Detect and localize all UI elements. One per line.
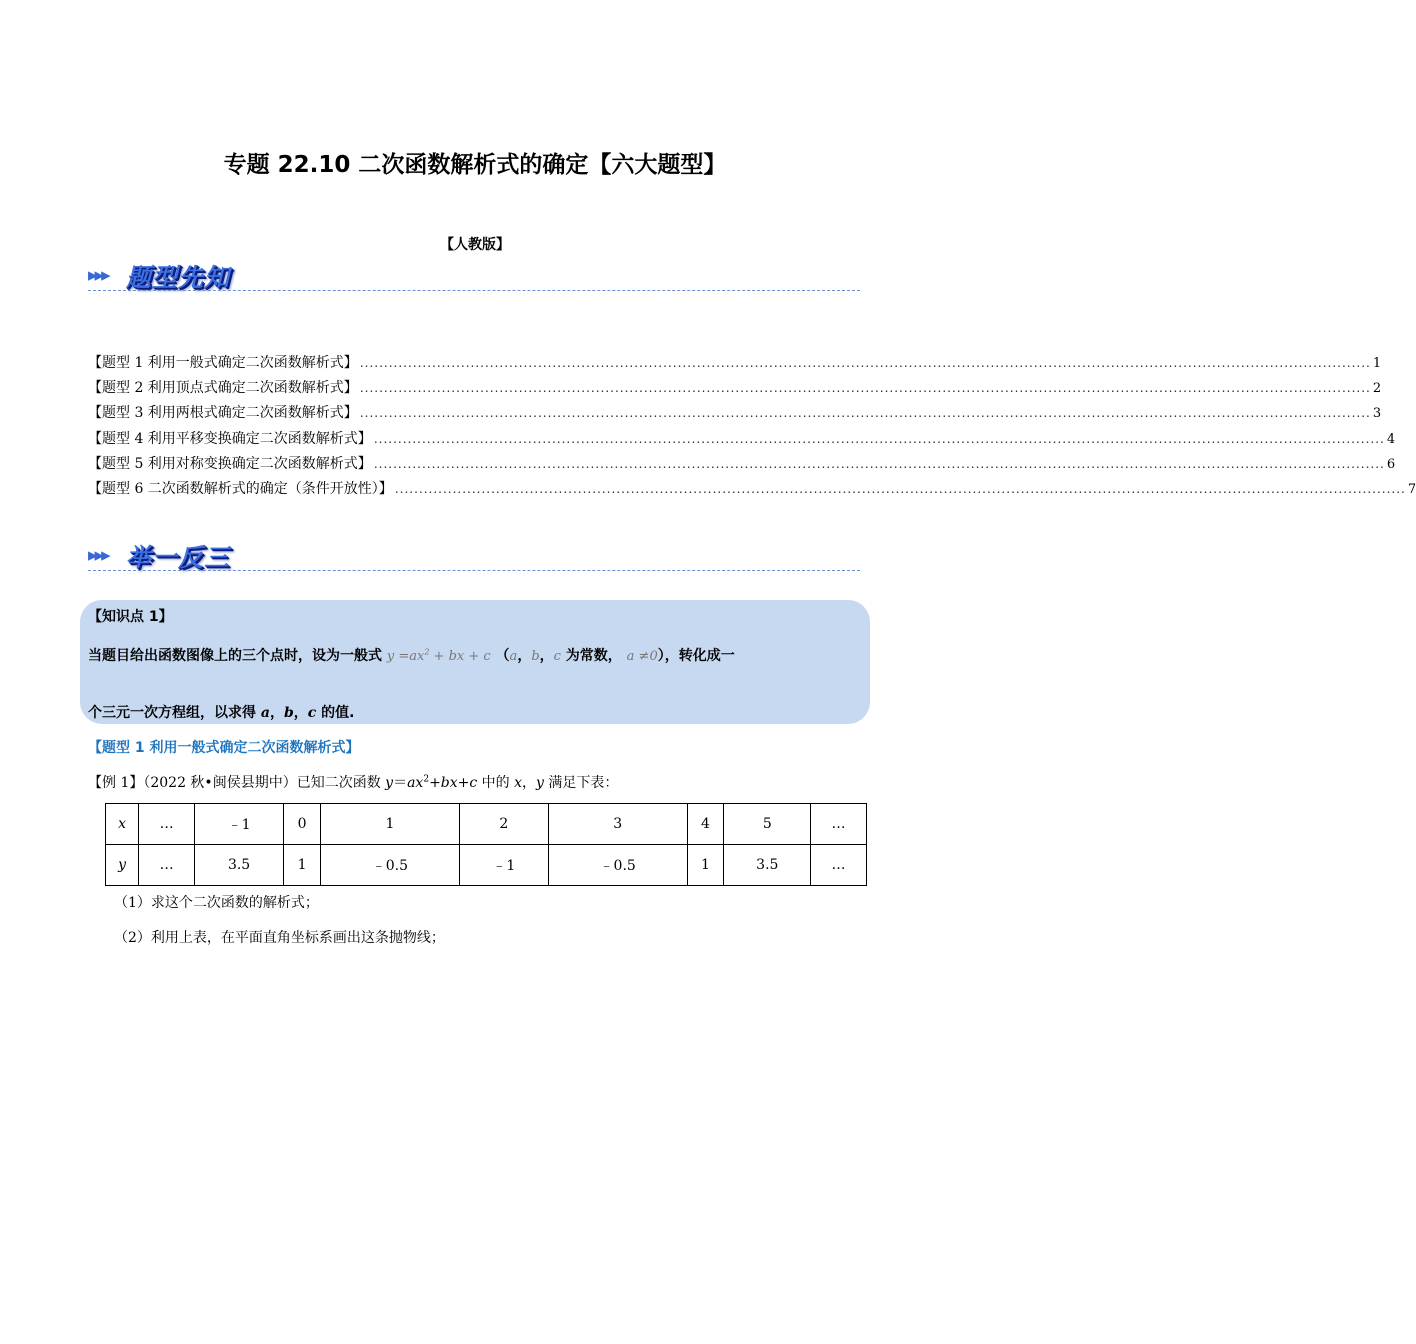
section-banner-practice bbox=[88, 538, 860, 574]
table-cell: ﹣0.5 bbox=[321, 845, 460, 886]
toc-leader-dots: .................................................................................................................................................................................................................. bbox=[359, 406, 1371, 421]
table-cell: 5 bbox=[724, 804, 811, 845]
toc-item-label: 【题型 2 利用顶点式确定二次函数解析式】 bbox=[88, 380, 358, 397]
toc-leader-dots: .................................................................................................................................................................................................................. bbox=[373, 431, 1385, 446]
triple-arrow-icon: ▸▸▸ bbox=[88, 544, 108, 566]
question-2: （2）利用上表，在平面直角坐标系画出这条抛物线； bbox=[114, 930, 445, 946]
toc-item-label: 【题型 5 利用对称变换确定二次函数解析式】 bbox=[88, 455, 372, 472]
toc-item-label: 【题型 3 利用两根式确定二次函数解析式】 bbox=[88, 405, 358, 422]
toc-item[interactable] bbox=[88, 428, 1396, 453]
value-table bbox=[105, 803, 867, 886]
table-cell: x bbox=[106, 804, 139, 845]
table-cell: 1 bbox=[687, 845, 724, 886]
toc-item-label: 【题型 4 利用平移变换确定二次函数解析式】 bbox=[88, 430, 372, 447]
triple-arrow-icon: ▸▸▸ bbox=[88, 264, 108, 286]
dashed-divider bbox=[88, 570, 860, 571]
toc-page-number: 4 bbox=[1386, 431, 1396, 447]
toc-page-number: 3 bbox=[1372, 406, 1382, 422]
toc-page-number: 1 bbox=[1372, 356, 1382, 371]
table-cell: … bbox=[811, 804, 867, 845]
question-type-heading: 【题型 1 利用一般式确定二次函数解析式】 bbox=[88, 740, 360, 756]
var-a: a bbox=[509, 649, 518, 664]
question-1: （1）求这个二次函数的解析式； bbox=[114, 895, 319, 911]
toc-leader-dots: .................................................................................................................................................................................................................. bbox=[359, 356, 1371, 370]
knowledge-point-text: 当题目给出函数图像上的三个点时，设为一般式 $y =ax^2$ + bx + c （a，b，c 为常数， a ≠0），转化成一 bbox=[88, 647, 735, 664]
table-cell: 4 bbox=[687, 804, 724, 845]
toc-item[interactable] bbox=[88, 453, 1396, 478]
toc-page-number: 6 bbox=[1386, 456, 1396, 472]
edition-label: 【人教版】 bbox=[440, 237, 510, 253]
table-cell: 3.5 bbox=[724, 845, 811, 886]
example-statement: 【例 1】（2022 秋•闽侯县期中）已知二次函数 $y=ax^2+bx+c$ 中的 x，y 满足下表： bbox=[88, 774, 619, 791]
toc-leader-dots: .................................................................................................................................................................................................................. bbox=[394, 481, 1406, 496]
kp-text: （ bbox=[495, 648, 510, 664]
knowledge-point-title: 【知识点 1】 bbox=[88, 609, 173, 625]
table-cell: … bbox=[811, 845, 867, 886]
table-cell: ﹣1 bbox=[459, 845, 548, 886]
table-cell: 1 bbox=[284, 845, 321, 886]
toc-page-number: 7 bbox=[1407, 481, 1416, 497]
toc-item[interactable] bbox=[88, 478, 1416, 503]
toc-item-label: 【题型 6 二次函数解析式的确定（条件开放性）】 bbox=[88, 480, 393, 497]
table-cell: 0 bbox=[284, 804, 321, 845]
table-cell: ﹣1 bbox=[195, 804, 284, 845]
table-of-contents bbox=[88, 352, 1416, 503]
table-cell: 1 bbox=[321, 804, 460, 845]
kp-text: 当题目给出函数图像上的三个点时，设为一般式 bbox=[88, 648, 382, 664]
kp-text: ），转化成一 bbox=[657, 648, 735, 664]
toc-item-label: 【题型 1 利用一般式确定二次函数解析式】 bbox=[88, 355, 358, 371]
toc-page-number: 2 bbox=[1372, 381, 1382, 397]
kp-text: 为常数， bbox=[565, 648, 622, 664]
general-form-formula: $y =ax^2$ + bx + c bbox=[386, 647, 491, 664]
banner-title: 举一反三 bbox=[126, 543, 231, 572]
knowledge-point-box bbox=[80, 600, 870, 724]
document-title: 专题 22.10 二次函数解析式的确定【六大题型】 bbox=[223, 152, 727, 178]
table-row bbox=[106, 804, 867, 845]
table-cell: 3.5 bbox=[195, 845, 284, 886]
table-row bbox=[106, 845, 867, 886]
condition-formula: a ≠0 bbox=[626, 649, 658, 664]
table-cell: 2 bbox=[459, 804, 548, 845]
table-cell: 3 bbox=[548, 804, 687, 845]
toc-item[interactable] bbox=[88, 377, 1382, 402]
section-banner-overview bbox=[88, 258, 860, 294]
table-cell: y bbox=[106, 845, 139, 886]
table-cell: ﹣0.5 bbox=[548, 845, 687, 886]
banner-title: 题型先知 bbox=[126, 263, 231, 292]
toc-leader-dots: .................................................................................................................................................................................................................. bbox=[373, 456, 1385, 471]
var-c: c bbox=[553, 649, 561, 664]
knowledge-point-text: 个三元一次方程组，以求得 a，b，c 的值. bbox=[88, 705, 355, 721]
toc-item[interactable] bbox=[88, 402, 1382, 427]
table-cell: … bbox=[139, 804, 195, 845]
var-b: b bbox=[531, 649, 540, 664]
toc-leader-dots: .................................................................................................................................................................................................................. bbox=[359, 381, 1371, 396]
toc-item[interactable] bbox=[88, 352, 1382, 377]
table-cell: … bbox=[139, 845, 195, 886]
dashed-divider bbox=[88, 290, 860, 291]
